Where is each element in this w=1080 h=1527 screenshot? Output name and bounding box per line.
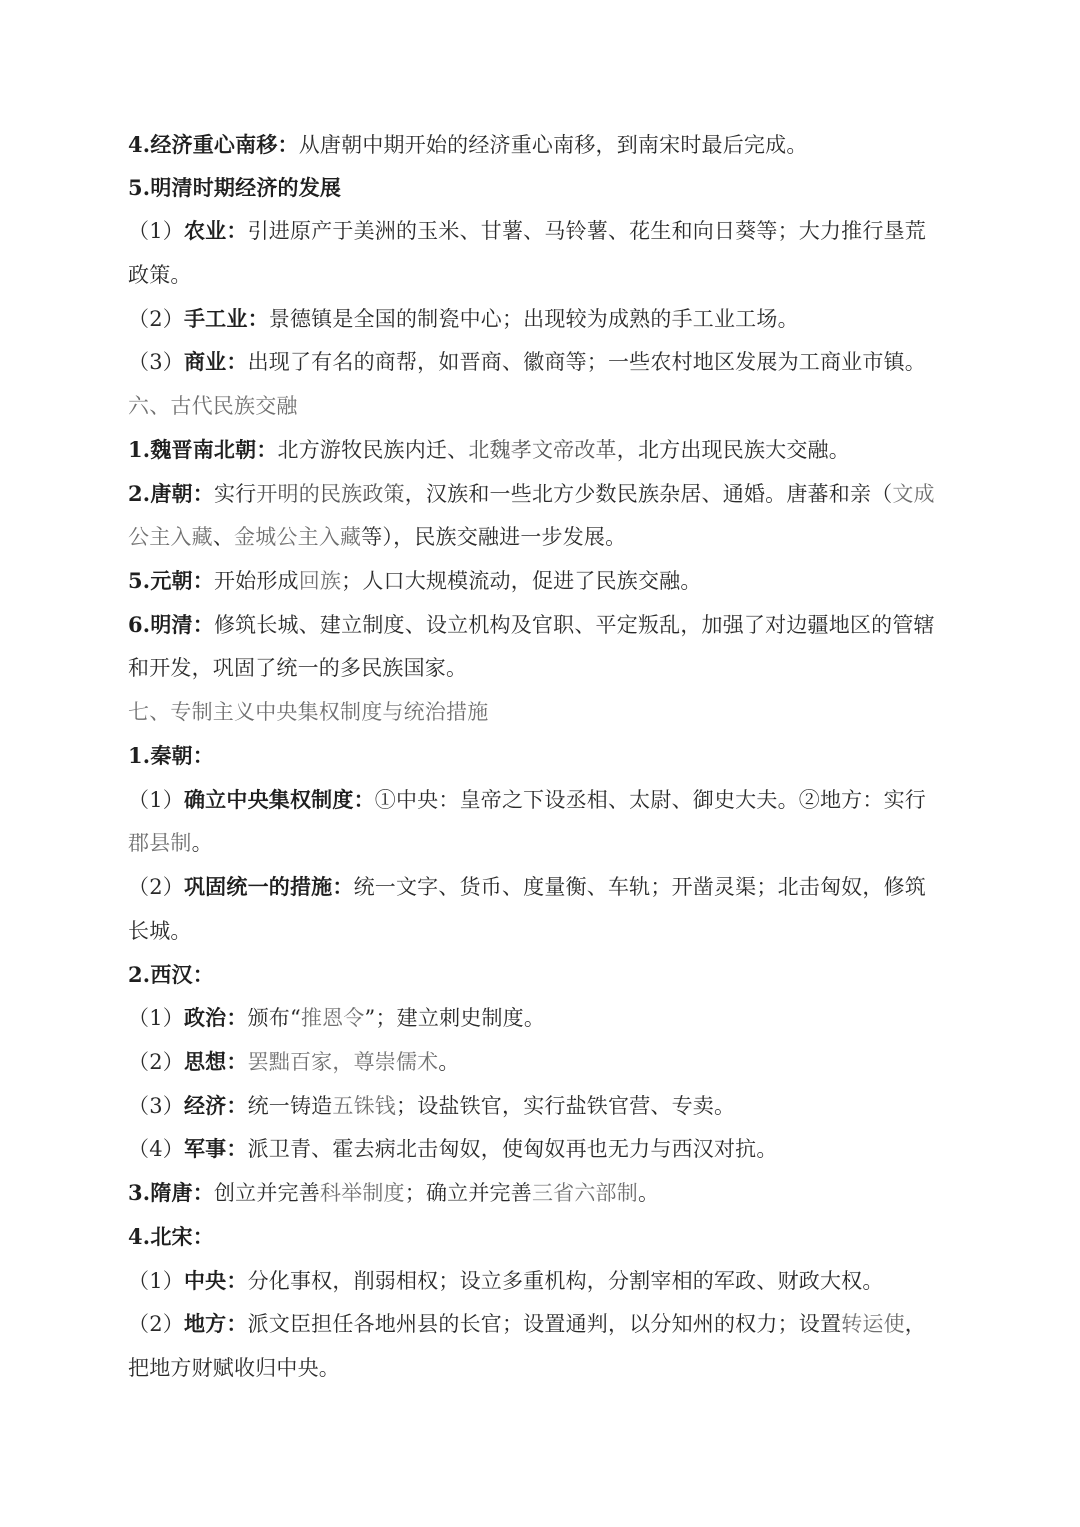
text-segment: 五铢钱 xyxy=(332,1094,396,1118)
bold-label: 农业： xyxy=(183,218,248,243)
text-segment: 三省六部制 xyxy=(531,1181,638,1205)
bold-label: 4.经济重心南移： xyxy=(128,132,299,157)
text-segment: ，北方出现民族大交融。 xyxy=(616,438,850,462)
bold-label: 政治： xyxy=(183,1005,248,1030)
text-segment: 景德镇是全国的制瓷中心；出现较为成熟的手工业工场。 xyxy=(268,307,799,331)
text-segment: （2） xyxy=(128,307,184,331)
text-segment: 公主入藏 xyxy=(128,525,213,549)
text-segment: 文成 xyxy=(892,482,935,506)
text-line xyxy=(128,522,626,552)
bold-label: 地方： xyxy=(183,1311,248,1336)
text-segment: 开明的民族政策 xyxy=(256,482,405,506)
text-segment: ”；建立刺史制度。 xyxy=(364,1006,546,1030)
text-line xyxy=(128,1003,545,1033)
text-segment: 引进原产于美洲的玉米、甘薯、马铃薯、花生和向日葵等；大力推行垦荒 xyxy=(247,219,926,243)
text-segment: 北方游牧民族内迁、 xyxy=(277,438,469,462)
text-segment: 和开发，巩固了统一的多民族国家。 xyxy=(128,656,468,680)
text-segment: ，汉族和一些北方少数民族杂居、通婚。唐蕃和亲（ xyxy=(404,482,893,506)
bold-label: 经济： xyxy=(183,1093,248,1118)
bold-label: 2.西汉： xyxy=(128,962,214,987)
bold-label: 1.魏晋南北朝： xyxy=(128,437,278,462)
text-segment: 统一铸造 xyxy=(247,1094,333,1118)
bold-label: 1.秦朝： xyxy=(128,743,214,768)
text-line xyxy=(128,173,341,203)
text-segment: 。 xyxy=(637,1181,660,1205)
text-line xyxy=(128,391,298,421)
text-segment: 派卫青、霍去病北击匈奴，使匈奴再也无力与西汉对抗。 xyxy=(247,1137,778,1161)
bold-label: 商业： xyxy=(183,349,248,374)
bold-label: 中央： xyxy=(183,1268,248,1293)
text-segment: 六、古代民族交融 xyxy=(128,394,298,418)
bold-label: 5.元朝： xyxy=(128,568,214,593)
text-line xyxy=(128,304,799,334)
text-segment: 转运使 xyxy=(841,1312,905,1336)
text-line xyxy=(128,1353,340,1383)
bold-label: 4.北宋： xyxy=(128,1224,214,1249)
text-segment: ；确立并完善 xyxy=(404,1181,532,1205)
text-line xyxy=(128,1134,778,1164)
text-segment: （1） xyxy=(128,788,184,812)
text-segment: （3） xyxy=(128,1094,184,1118)
text-segment: 七、专制主义中央集权制度与统治措施 xyxy=(128,700,489,724)
text-line xyxy=(128,960,214,990)
text-segment: （2） xyxy=(128,1050,184,1074)
text-line xyxy=(128,872,926,902)
text-segment: 从唐朝中期开始的经济重心南移，到南宋时最后完成。 xyxy=(298,133,808,157)
text-segment: 创立并完善 xyxy=(213,1181,320,1205)
text-segment: （3） xyxy=(128,350,184,374)
text-line xyxy=(128,1091,735,1121)
text-line xyxy=(128,828,213,858)
bold-label: 巩固统一的措施： xyxy=(183,874,354,899)
text-segment: 实行 xyxy=(213,482,257,506)
text-segment: 开始形成 xyxy=(213,569,299,593)
bold-label: 5.明清时期经济的发展 xyxy=(128,175,342,200)
text-segment: 把地方财赋收归中央。 xyxy=(128,1356,340,1380)
text-segment: 金城公主入藏 xyxy=(234,525,362,549)
text-line xyxy=(128,347,926,377)
text-segment: 罢黜百家，尊崇儒术 xyxy=(247,1050,439,1074)
bold-label: 思想： xyxy=(183,1049,248,1074)
text-line xyxy=(128,1309,926,1339)
text-line xyxy=(128,130,808,160)
text-line xyxy=(128,1266,884,1296)
bold-label: 确立中央集权制度： xyxy=(183,787,375,812)
bold-label: 手工业： xyxy=(183,306,269,331)
text-segment: 。 xyxy=(438,1050,460,1074)
text-line xyxy=(128,1222,214,1252)
bold-label: 2.唐朝： xyxy=(128,481,214,506)
text-line xyxy=(128,435,850,465)
text-segment: （2） xyxy=(128,1312,184,1336)
text-segment: ；人口大规模流动，促进了民族交融。 xyxy=(341,569,702,593)
text-segment: 分化事权，削弱相权；设立多重机构，分割宰相的军政、财政大权。 xyxy=(247,1269,884,1293)
text-segment: （1） xyxy=(128,1006,184,1030)
text-segment: 统一文字、货币、度量衡、车轨；开凿灵渠；北击匈奴，修筑 xyxy=(353,875,926,899)
text-segment: 派文臣担任各地州县的长官；设置通判，以分知州的权力；设置 xyxy=(247,1312,842,1336)
text-segment: 回族 xyxy=(298,569,342,593)
text-line xyxy=(128,653,467,683)
text-segment: 、 xyxy=(212,525,235,549)
text-segment: 。 xyxy=(191,831,213,855)
text-segment: 推恩令 xyxy=(300,1006,365,1030)
text-line xyxy=(128,916,192,946)
text-line xyxy=(128,479,935,509)
text-line xyxy=(128,697,488,727)
bold-label: 3.隋唐： xyxy=(128,1180,214,1205)
text-segment: （1） xyxy=(128,1269,184,1293)
text-segment: 长城。 xyxy=(128,919,192,943)
text-segment: 郡县制 xyxy=(128,831,192,855)
text-line xyxy=(128,1178,659,1208)
text-line xyxy=(128,260,192,290)
text-line xyxy=(128,1047,460,1077)
text-segment: （4） xyxy=(128,1137,184,1161)
text-line xyxy=(128,741,214,771)
text-line xyxy=(128,216,926,246)
text-line xyxy=(128,566,702,596)
text-segment: ；设盐铁官，实行盐铁官营、专卖。 xyxy=(396,1094,736,1118)
text-segment: 颁布“ xyxy=(247,1006,301,1030)
text-line xyxy=(128,610,935,640)
text-segment: （1） xyxy=(128,219,184,243)
text-segment: ， xyxy=(904,1312,926,1336)
bold-label: 军事： xyxy=(183,1136,248,1161)
text-segment: 出现了有名的商帮，如晋商、徽商等；一些农村地区发展为工商业市镇。 xyxy=(247,350,926,374)
text-segment: 修筑长城、建立制度、设立机构及官职、平定叛乱，加强了对边疆地区的管辖 xyxy=(213,613,935,637)
text-segment: ①中央：皇帝之下设丞相、太尉、御史大夫。②地方：实行 xyxy=(374,788,926,812)
text-segment: 科举制度 xyxy=(319,1181,405,1205)
text-line xyxy=(128,785,926,815)
text-segment: 政策。 xyxy=(128,263,192,287)
text-segment: 北魏孝文帝改革 xyxy=(468,438,617,462)
text-segment: （2） xyxy=(128,875,184,899)
bold-label: 6.明清： xyxy=(128,612,214,637)
text-segment: 等），民族交融进一步发展。 xyxy=(361,525,627,549)
